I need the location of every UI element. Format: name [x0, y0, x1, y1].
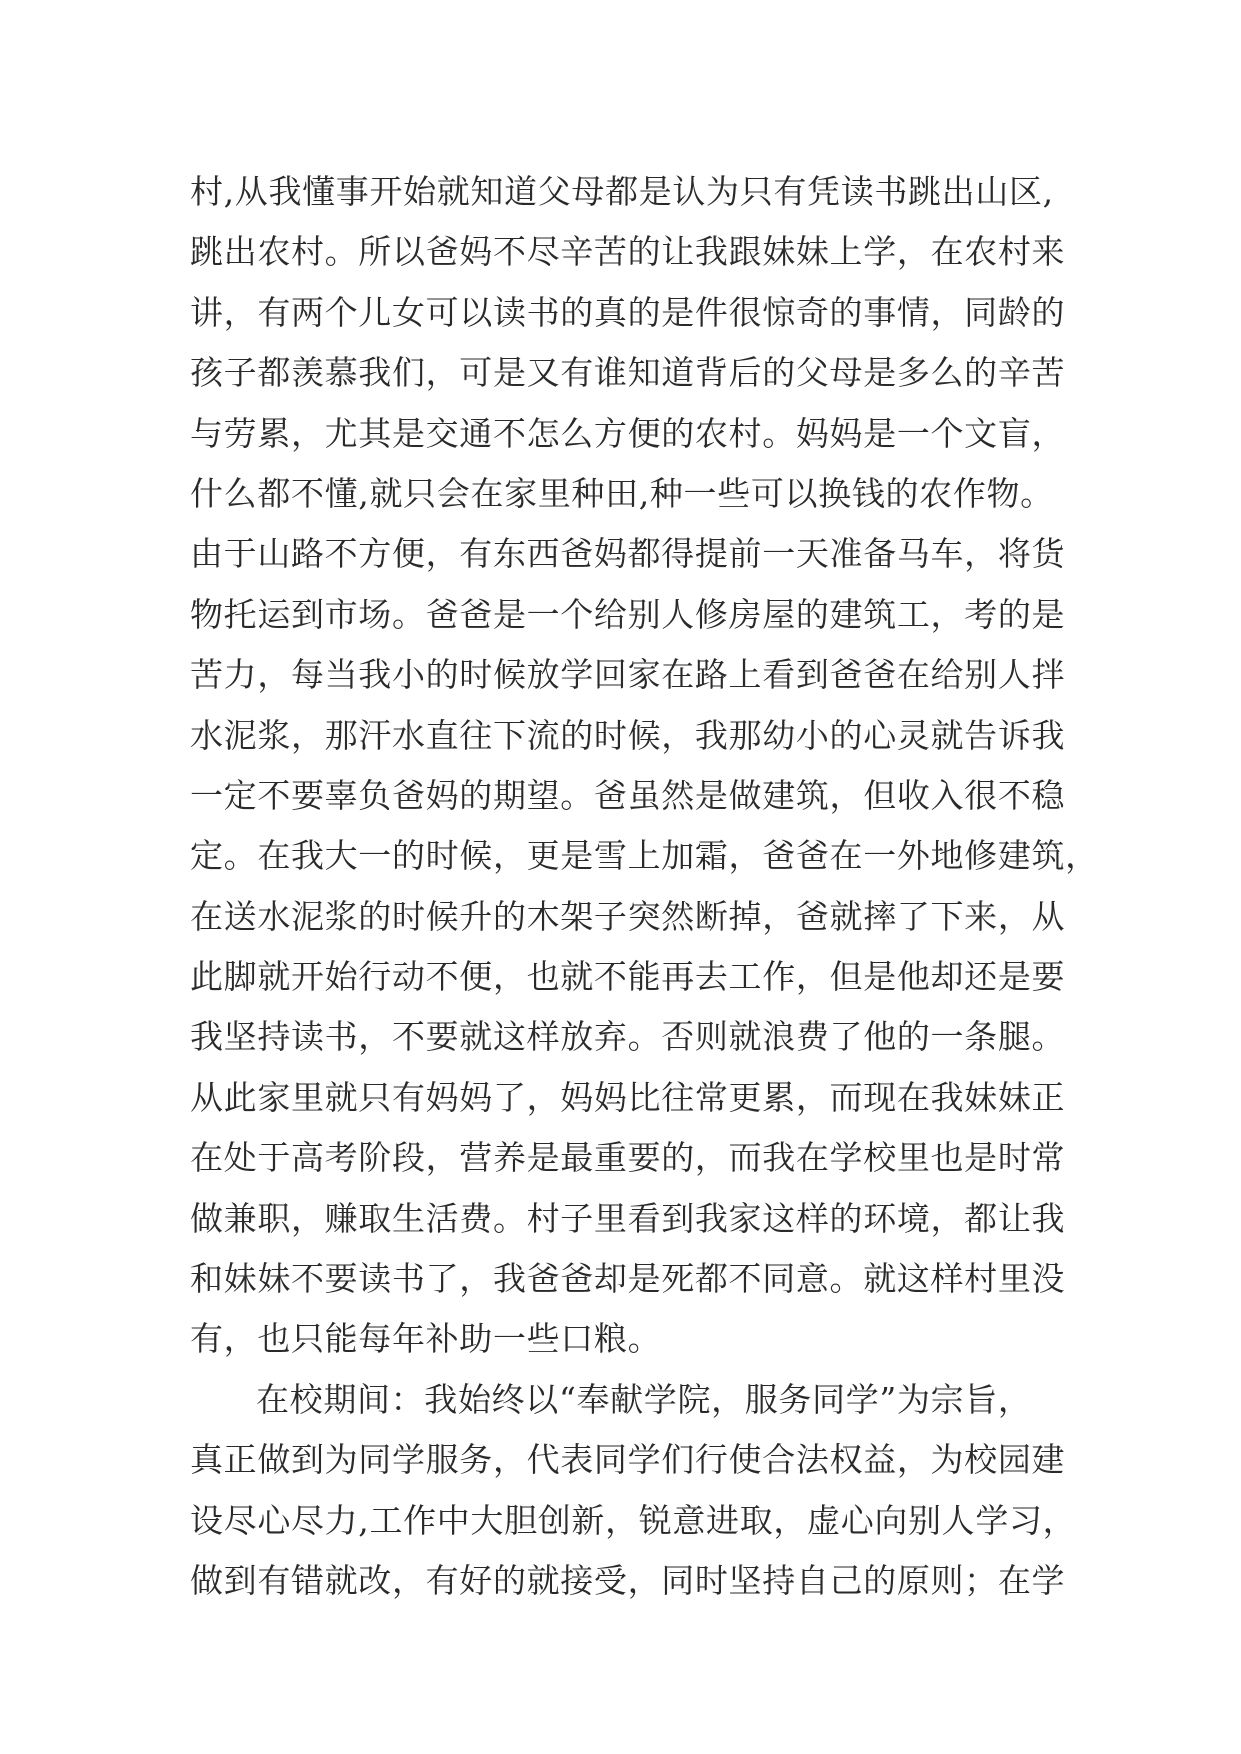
text-line-9: 苦力，每当我小的时候放学回家在路上看到爸爸在给别人拌	[190, 655, 1066, 695]
text-line-24: 做到有错就改，有好的就接受，同时坚持自己的原则；在学	[190, 1560, 1066, 1600]
text-line-15: 我坚持读书，不要就这样放弃。否则就浪费了他的一条腿。	[190, 1017, 1066, 1057]
text-line-16: 从此家里就只有妈妈了，妈妈比往常更累，而现在我妹妹正	[190, 1077, 1066, 1117]
body-text	[190, 162, 1099, 1611]
text-line-12: 定。在我大一的时候，更是雪上加霜，爸爸在一外地修建筑，	[190, 836, 1099, 876]
text-line-7: 由于山路不方便，有东西爸妈都得提前一天准备马车，将货	[190, 534, 1066, 574]
text-line-22: 真正做到为同学服务，代表同学们行使合法权益，为校园建	[190, 1440, 1066, 1480]
text-line-5: 与劳累，尤其是交通不怎么方便的农村。妈妈是一个文盲，	[190, 413, 1066, 453]
text-line-10: 水泥浆，那汗水直往下流的时候，我那幼小的心灵就告诉我	[190, 715, 1066, 755]
text-line-19: 和妹妹不要读书了，我爸爸却是死都不同意。就这样村里没	[190, 1259, 1066, 1299]
text-line-14: 此脚就开始行动不便，也就不能再去工作，但是他却还是要	[190, 957, 1066, 997]
text-line-20: 有，也只能每年补助一些口粮。	[190, 1319, 662, 1359]
text-line-4: 孩子都羡慕我们，可是又有谁知道背后的父母是多么的辛苦	[190, 353, 1066, 393]
text-line-21: 在校期间：我始终以“奉献学院，服务同学”为宗旨，	[256, 1379, 1032, 1419]
text-line-6: 什么都不懂,就只会在家里种田,种一些可以换钱的农作物。	[190, 473, 1054, 513]
text-line-2: 跳出农村。所以爸妈不尽辛苦的让我跟妹妹上学，在农村来	[190, 232, 1066, 272]
text-line-8: 物托运到市场。爸爸是一个给别人修房屋的建筑工，考的是	[190, 594, 1066, 634]
text-line-23: 设尽心尽力,工作中大胆创新，锐意进取，虚心向别人学习，	[190, 1500, 1077, 1540]
text-line-1: 村,从我懂事开始就知道父母都是认为只有凭读书跳出山区,	[190, 172, 1054, 211]
text-line-13: 在送水泥浆的时候升的木架子突然断掉，爸就摔了下来，从	[190, 896, 1066, 936]
text-line-3: 讲，有两个儿女可以读书的真的是件很惊奇的事情，同龄的	[190, 292, 1066, 332]
text-line-18: 做兼职，赚取生活费。村子里看到我家这样的环境，都让我	[190, 1198, 1066, 1238]
text-line-11: 一定不要辜负爸妈的期望。爸虽然是做建筑，但收入很不稳	[190, 775, 1066, 815]
text-line-17: 在处于高考阶段，营养是最重要的，而我在学校里也是时常	[190, 1138, 1066, 1178]
